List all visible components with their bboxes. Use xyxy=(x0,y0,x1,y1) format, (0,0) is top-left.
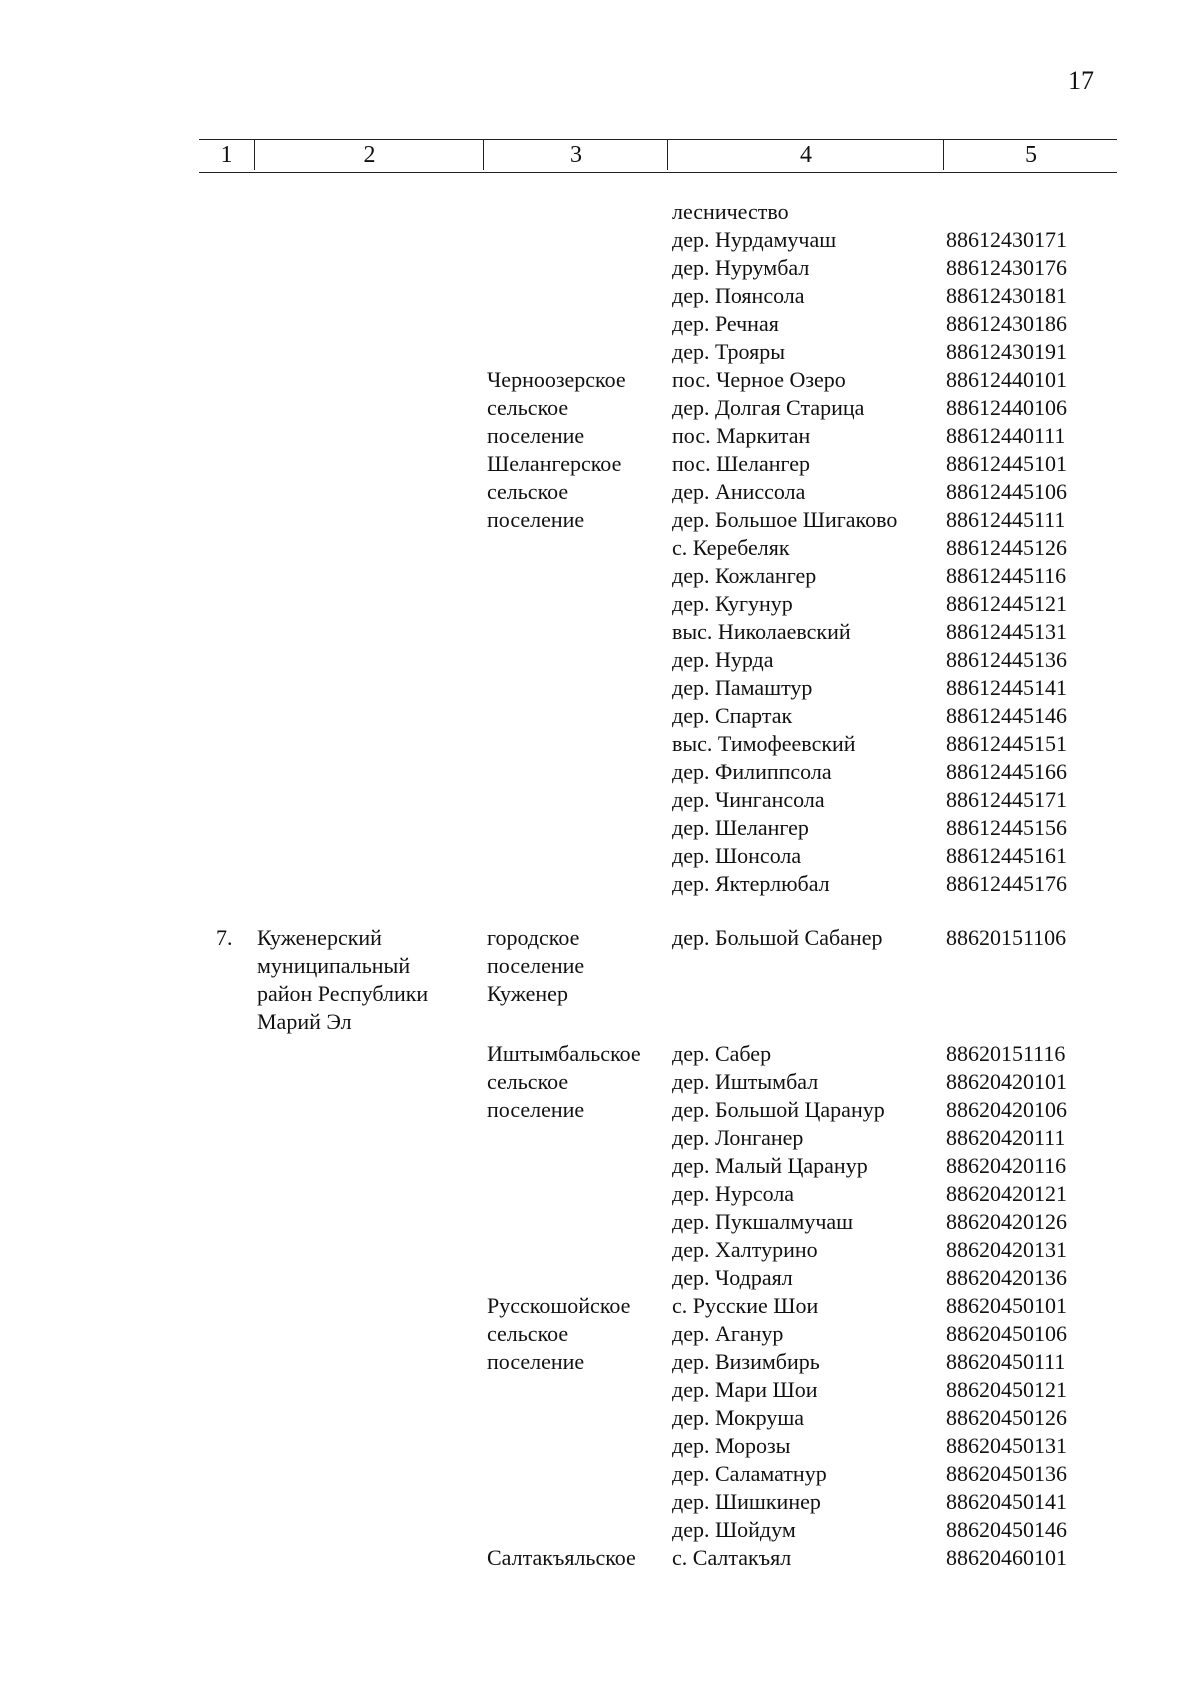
cell-c3: сельское xyxy=(487,1069,569,1094)
cell-c4: дер. Нурумбал xyxy=(672,255,810,280)
cell-c4: дер. Визимбирь xyxy=(672,1349,820,1374)
cell-c5: 88620151116 xyxy=(946,1041,1066,1066)
table-row xyxy=(0,1040,1200,1068)
cell-c4: дер. Шонсола xyxy=(672,843,802,868)
cell-c5: 88620420111 xyxy=(946,1125,1066,1150)
table-row xyxy=(0,1376,1200,1404)
cell-c4: дер. Морозы xyxy=(672,1433,791,1458)
cell-c5: 88612430171 xyxy=(946,227,1067,252)
cell-c4: дер. Шойдум xyxy=(672,1517,796,1542)
table-row xyxy=(0,674,1200,702)
cell-c5: 88620450136 xyxy=(946,1461,1067,1486)
table-row xyxy=(0,282,1200,310)
cell-c5: 88612445131 xyxy=(946,619,1067,644)
cell-c5: 88620450131 xyxy=(946,1433,1067,1458)
cell-c4: дер. Поянсола xyxy=(672,283,805,308)
table-row xyxy=(0,478,1200,506)
cell-c5: 88612445101 xyxy=(946,451,1067,476)
cell-c4: дер. Трояры xyxy=(672,339,786,364)
table-row xyxy=(0,1404,1200,1432)
cell-c4: дер. Спартак xyxy=(672,703,793,728)
table-row xyxy=(0,590,1200,618)
cell-c4: дер. Памаштур xyxy=(672,675,813,700)
header-col-5: 5 xyxy=(943,140,1118,170)
cell-c4: дер. Лонганер xyxy=(672,1125,804,1150)
table-row xyxy=(0,618,1200,646)
cell-c4: дер. Чодраял xyxy=(672,1265,793,1290)
cell-c5: 88612440101 xyxy=(946,367,1067,392)
cell-c5: 88612445141 xyxy=(946,675,1067,700)
cell-c4: дер. Шелангер xyxy=(672,815,809,840)
table-row xyxy=(0,1264,1200,1292)
cell-c3: Шелангерское xyxy=(487,451,622,476)
table-row xyxy=(0,1544,1200,1572)
cell-c5: 88612445151 xyxy=(946,731,1067,756)
cell-c3: городское xyxy=(487,925,580,950)
cell-c5: 88620450141 xyxy=(946,1489,1067,1514)
table-row xyxy=(0,814,1200,842)
cell-c5: 88612440106 xyxy=(946,395,1067,420)
table-row xyxy=(0,730,1200,758)
cell-c4: дер. Саламатнур xyxy=(672,1461,827,1486)
cell-c4: с. Салтакъял xyxy=(672,1545,792,1570)
table-row xyxy=(0,1180,1200,1208)
cell-c4: дер. Кугунур xyxy=(672,591,793,616)
cell-c4: дер. Пукшалмучаш xyxy=(672,1209,854,1234)
table-row xyxy=(0,1432,1200,1460)
cell-c3: поселение xyxy=(487,507,585,532)
cell-c5: 88612445161 xyxy=(946,843,1067,868)
cell-c3: сельское xyxy=(487,479,569,504)
table-row xyxy=(0,226,1200,254)
table-row xyxy=(0,394,1200,422)
cell-c4: с. Керебеляк xyxy=(672,535,790,560)
header-col-4: 4 xyxy=(667,140,944,170)
cell-c4: дер. Кожлангер xyxy=(672,563,817,588)
table-row xyxy=(0,1124,1200,1152)
cell-c2: муниципальный xyxy=(257,953,411,978)
table-row xyxy=(0,450,1200,478)
cell-c4: дер. Нурда xyxy=(672,647,774,672)
cell-c5: 88612445111 xyxy=(946,507,1066,532)
cell-c5: 88620450121 xyxy=(946,1377,1067,1402)
cell-c5: 88620450101 xyxy=(946,1293,1067,1318)
table-header xyxy=(199,139,1117,173)
table-row xyxy=(0,562,1200,590)
cell-c3: Черноозерское xyxy=(487,367,626,392)
cell-c5: 88612430186 xyxy=(946,311,1067,336)
cell-c3: Иштымбальское xyxy=(487,1041,641,1066)
table-row xyxy=(0,1348,1200,1376)
cell-c4: дер. Сабер xyxy=(672,1041,772,1066)
cell-c4: дер. Яктерлюбал xyxy=(672,871,830,896)
cell-c5: 88620450126 xyxy=(946,1405,1067,1430)
table-row xyxy=(0,1320,1200,1348)
cell-c5: 88620420101 xyxy=(946,1069,1067,1094)
cell-c5: 88612445106 xyxy=(946,479,1067,504)
table-row xyxy=(0,1208,1200,1236)
cell-c4: дер. Шишкинер xyxy=(672,1489,821,1514)
cell-c5: 88612445146 xyxy=(946,703,1067,728)
cell-c4: дер. Речная xyxy=(672,311,779,336)
cell-c5: 88612430176 xyxy=(946,255,1067,280)
table-row xyxy=(0,702,1200,730)
table-row xyxy=(0,1096,1200,1124)
cell-c4: дер. Большой Царанур xyxy=(672,1097,885,1122)
cell-c4: выс. Тимофеевский xyxy=(672,731,856,756)
table-row xyxy=(0,842,1200,870)
cell-c2: Марий Эл xyxy=(257,1009,352,1034)
cell-c5: 88620420131 xyxy=(946,1237,1067,1262)
cell-c5: 88620420121 xyxy=(946,1181,1067,1206)
cell-c4: дер. Нурсола xyxy=(672,1181,795,1206)
cell-c4: дер. Аниссола xyxy=(672,479,806,504)
table-row xyxy=(0,870,1200,898)
cell-c5: 88620420106 xyxy=(946,1097,1067,1122)
cell-c4: дер. Нурдамучаш xyxy=(672,227,837,252)
cell-c5: 88620420126 xyxy=(946,1209,1067,1234)
table-row xyxy=(0,1516,1200,1544)
cell-c3: поселение xyxy=(487,423,585,448)
cell-c3: сельское xyxy=(487,1321,569,1346)
cell-c3: сельское xyxy=(487,395,569,420)
table-row xyxy=(0,254,1200,282)
cell-c2: Куженерский xyxy=(257,925,382,950)
cell-c5: 88620420136 xyxy=(946,1265,1067,1290)
cell-c4: дер. Халтурино xyxy=(672,1237,818,1262)
cell-c4: дер. Малый Царанур xyxy=(672,1153,868,1178)
cell-c5: 88612430181 xyxy=(946,283,1067,308)
cell-c5: 88612440111 xyxy=(946,423,1066,448)
cell-c1: 7. xyxy=(216,925,233,950)
table-row xyxy=(0,952,1200,980)
table-row xyxy=(0,1008,1200,1036)
cell-c5: 88612445166 xyxy=(946,759,1067,784)
table-row xyxy=(0,1488,1200,1516)
cell-c3: поселение xyxy=(487,953,585,978)
table-row xyxy=(0,1460,1200,1488)
table-row xyxy=(0,646,1200,674)
cell-c5: 88612430191 xyxy=(946,339,1067,364)
cell-c4: дер. Аганур xyxy=(672,1321,784,1346)
cell-c3: поселение xyxy=(487,1097,585,1122)
cell-c5: 88620450146 xyxy=(946,1517,1067,1542)
cell-c4: дер. Филиппсола xyxy=(672,759,832,784)
cell-c5: 88612445116 xyxy=(946,563,1067,588)
cell-c5: 88612445121 xyxy=(946,591,1067,616)
header-col-1: 1 xyxy=(220,142,233,168)
table-row xyxy=(0,758,1200,786)
table-row xyxy=(0,1152,1200,1180)
cell-c4: пос. Шелангер xyxy=(672,451,811,476)
cell-c4: дер. Большой Сабанер xyxy=(672,925,883,950)
table-row xyxy=(0,1068,1200,1096)
table-row xyxy=(0,924,1200,952)
cell-c4: дер. Большое Шигаково xyxy=(672,507,898,532)
table-row xyxy=(0,506,1200,534)
cell-c3: Русскошойское xyxy=(487,1293,631,1318)
cell-c5: 88620450111 xyxy=(946,1349,1066,1374)
cell-c4: лесничество xyxy=(672,199,789,224)
cell-c3: поселение xyxy=(487,1349,585,1374)
cell-c3: Салтакъяльское xyxy=(487,1545,636,1570)
table-row xyxy=(0,786,1200,814)
cell-c4: пос. Маркитан xyxy=(672,423,811,448)
table-row xyxy=(0,366,1200,394)
cell-c4: дер. Чингансола xyxy=(672,787,825,812)
table-row xyxy=(0,198,1200,226)
cell-c2: район Республики xyxy=(257,981,429,1006)
page-number: 17 xyxy=(1068,66,1094,95)
cell-c4: с. Русские Шои xyxy=(672,1293,819,1318)
cell-c5: 88612445156 xyxy=(946,815,1067,840)
cell-c5: 88612445171 xyxy=(946,787,1067,812)
cell-c4: выс. Николаевский xyxy=(672,619,851,644)
cell-c5: 88620151106 xyxy=(946,925,1067,950)
table-row xyxy=(0,1292,1200,1320)
cell-c4: пос. Черное Озеро xyxy=(672,367,846,392)
table-row xyxy=(0,310,1200,338)
header-col-2: 2 xyxy=(254,140,484,170)
cell-c5: 88612445126 xyxy=(946,535,1067,560)
table-row xyxy=(0,1236,1200,1264)
table-row xyxy=(0,980,1200,1008)
cell-c5: 88620460101 xyxy=(946,1545,1067,1570)
cell-c4: дер. Мокруша xyxy=(672,1405,805,1430)
cell-c5: 88612445136 xyxy=(946,647,1067,672)
table-row xyxy=(0,338,1200,366)
cell-c5: 88612445176 xyxy=(946,871,1067,896)
cell-c4: дер. Долгая Старица xyxy=(672,395,865,420)
header-col-3: 3 xyxy=(483,140,668,170)
cell-c5: 88620450106 xyxy=(946,1321,1067,1346)
cell-c4: дер. Иштымбал xyxy=(672,1069,819,1094)
cell-c4: дер. Мари Шои xyxy=(672,1377,818,1402)
cell-c3: Куженер xyxy=(487,981,568,1006)
table-row xyxy=(0,422,1200,450)
cell-c5: 88620420116 xyxy=(946,1153,1067,1178)
table-row xyxy=(0,534,1200,562)
